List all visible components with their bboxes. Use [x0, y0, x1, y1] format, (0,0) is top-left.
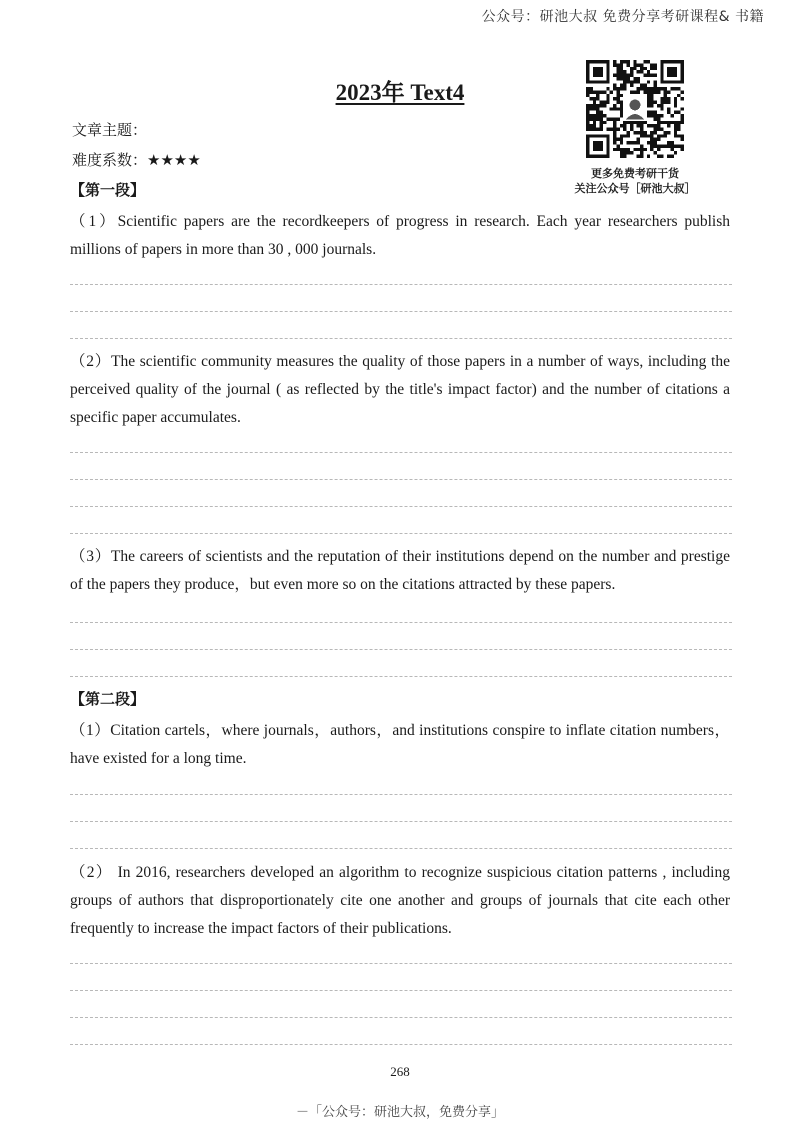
answer-line: [70, 1017, 732, 1018]
page-number: 268: [390, 1064, 410, 1079]
paragraph: （1）Citation cartels，where journals，authors，and institutions conspire to inflate citation numbers，have existed for a long time.: [70, 722, 730, 767]
answer-line: [70, 794, 732, 795]
qr-caption: [560, 166, 710, 196]
paragraph: （2）The scientific community measures the quality of those papers in a number of ways, including the perceived quality of the journal ( as reflected by the title's impact factor) and the number of citations a specific paper accumulates.: [70, 353, 730, 426]
page-title: 2023年 Text4: [335, 80, 465, 105]
header-note: 公众号：研池大叔 免费分享考研课程& 书籍: [481, 9, 764, 25]
answer-line: [70, 284, 732, 285]
answer-line: [70, 1044, 732, 1045]
answer-lines: [70, 963, 732, 1071]
answer-line: [70, 533, 732, 534]
answer-line: [70, 506, 732, 507]
qr-caption-line1: 更多免费考研干货: [591, 167, 679, 180]
answer-line: [70, 649, 732, 650]
paragraph: （1）Scientific papers are the recordkeepers of progress in research. Each year researchers publish millions of papers in more than 30 , 000 journals.: [70, 213, 730, 258]
answer-line: [70, 990, 732, 991]
answer-line: [70, 338, 732, 339]
difficulty-row: [72, 149, 201, 170]
qr-caption-line2: 关注公众号［研池大叔］: [574, 182, 696, 195]
answer-line: [70, 963, 732, 964]
answer-line: [70, 622, 732, 623]
section-heading: 【第一段】: [70, 181, 146, 199]
answer-line: [70, 676, 732, 677]
qr-code-image: [586, 60, 684, 158]
answer-line: [70, 848, 732, 849]
difficulty-label: 难度系数：: [72, 151, 148, 169]
difficulty-stars: ★★★★: [147, 151, 201, 169]
answer-line: [70, 479, 732, 480]
theme-label: 文章主题：: [72, 121, 148, 139]
paragraph: （2） In 2016, researchers developed an algorithm to recognize suspicious citation patterns , including groups of authors that disproportionately cite one another and groups of journals that cite each other frequently to increase the impact factors of their publications.: [70, 864, 730, 937]
answer-line: [70, 821, 732, 822]
answer-lines: [70, 622, 732, 703]
paragraph: （3）The careers of scientists and the reputation of their institutions depend on the number and prestige of the papers they produce，but even more so on the citations attracted by these papers.: [70, 548, 730, 593]
section-heading: 【第二段】: [70, 690, 146, 708]
answer-line: [70, 452, 732, 453]
footer-note: －「公众号：研池大叔，免费分享」: [295, 1105, 504, 1120]
answer-line: [70, 311, 732, 312]
